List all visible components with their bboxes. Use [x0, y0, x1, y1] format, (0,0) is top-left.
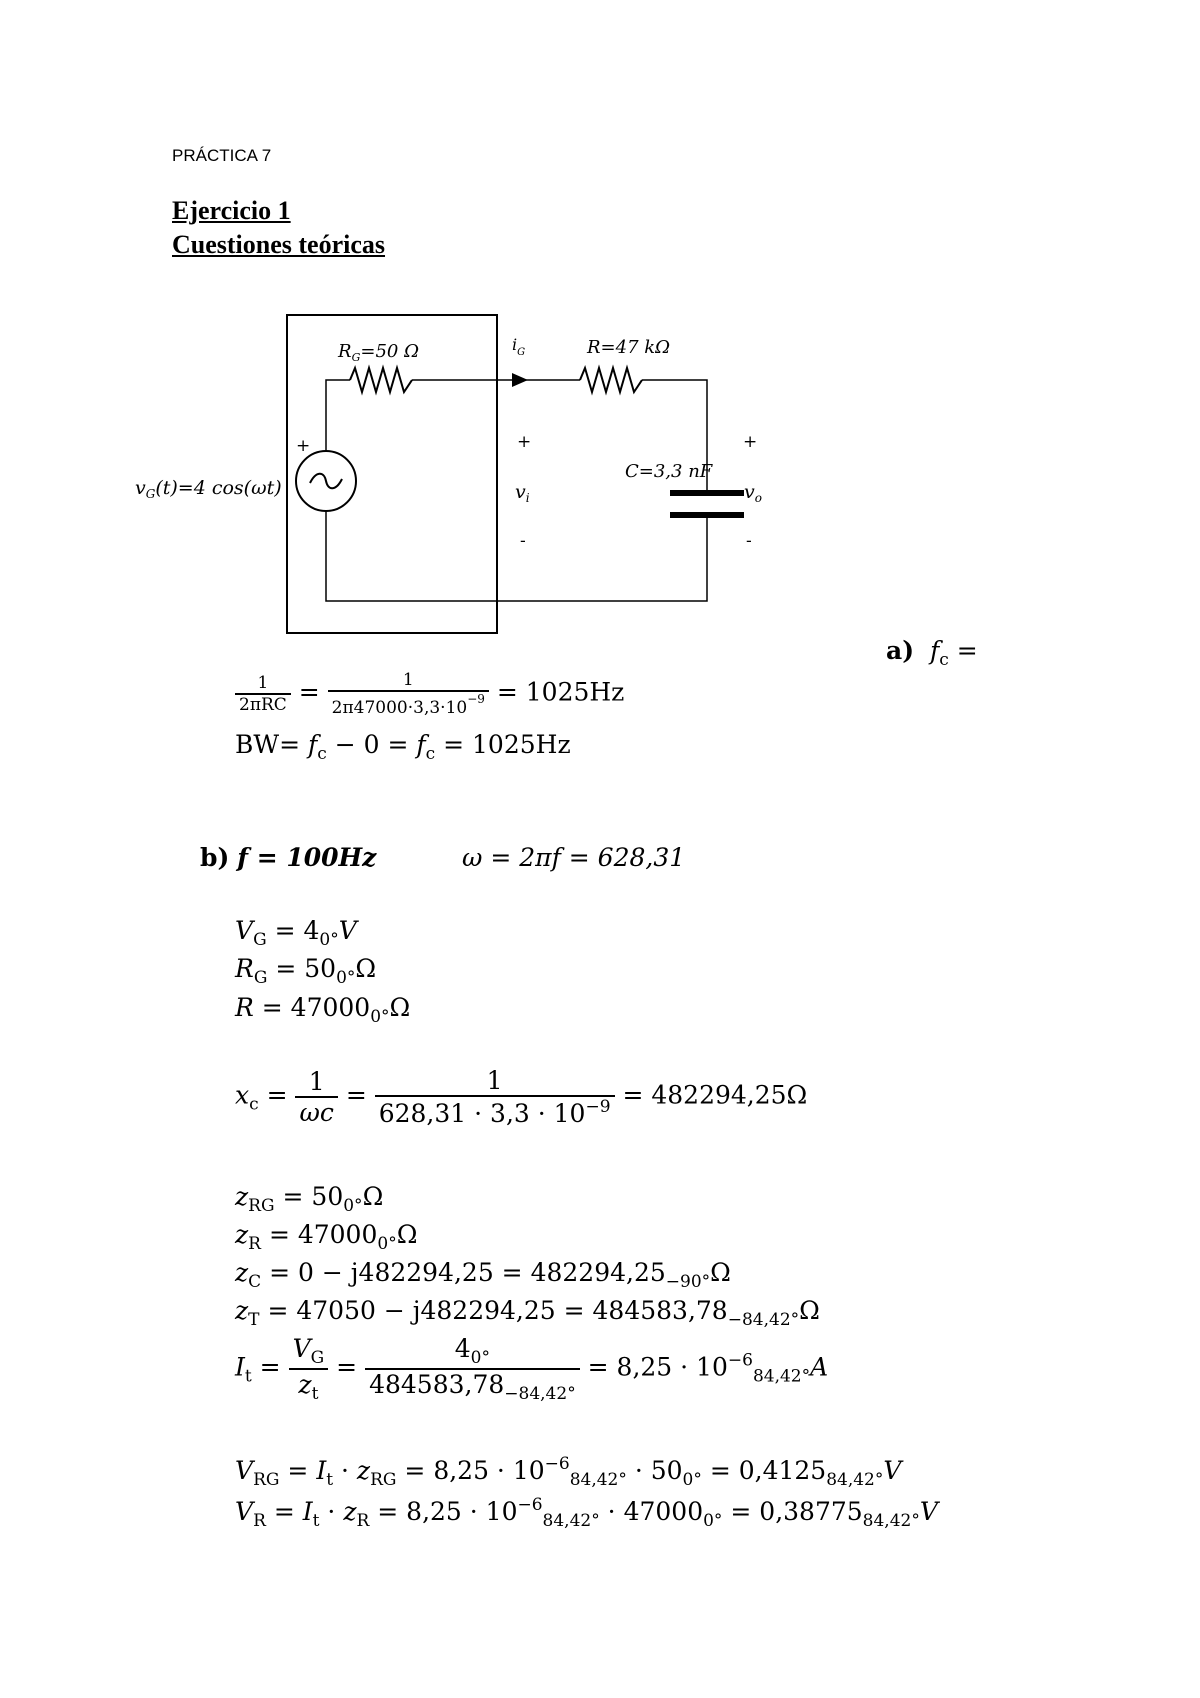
rg-label: $R_G=50$ Ω: [338, 341, 419, 364]
it-fraction-2: $\frac{4_{0^\circ}}{484583,78_{-84,42^\circ}}$: [365, 1334, 580, 1404]
document-header: PRÁCTICA 7: [172, 146, 272, 165]
source-plus: +: [296, 436, 311, 456]
xc-line: $x_c$ = $\frac{1}{\omega c}$ = $\frac{1}{628,31 \cdot 3,3 \cdot 10^{-9}}$ = 482294,25Ω: [235, 1066, 808, 1128]
part-b-header: [200, 843, 376, 872]
xc-fraction-1: $\frac{1}{\omega c}$: [295, 1067, 337, 1127]
vo-minus: -: [746, 531, 752, 551]
zrg-line: $z_{RG} = 50_{0^\circ}\Omega$: [235, 1182, 384, 1216]
bandwidth-line: $BW= f_c - 0 = f_c = 1025Hz$: [235, 730, 571, 764]
r-label: R=47 kΩ: [587, 337, 671, 358]
current-label: $i_G$: [512, 335, 526, 358]
wire-bottom: [326, 511, 707, 601]
part-a-line-2: $\frac{1}{\text{2πRC}}$ = $\frac{1}{2\pi 47000\cdot 3,3\cdot 10^{-9}}$ = 1025Hz: [235, 670, 624, 718]
fc-fraction-2: $\frac{1}{2\pi 47000\cdot 3,3\cdot 10^{-9}}$: [328, 670, 489, 718]
section-title: Cuestiones teóricas: [172, 230, 386, 259]
part-a-line-1: a) $f_c$ =: [886, 636, 978, 670]
circuit-diagram: [135, 305, 780, 645]
zt-line: $z_T = 47050 - j482294,25 = 484583,78_{-84,42^\circ}\Omega$: [235, 1296, 820, 1330]
r-line: $R = 47000_{0^\circ}\Omega$: [235, 993, 411, 1027]
fc-fraction-1: $\frac{1}{\text{2πRC}}$: [235, 673, 291, 715]
part-a-label: a): [886, 636, 915, 665]
vi-plus: +: [517, 432, 532, 452]
it-fraction-1: $\frac{V_G}{z_t}$: [289, 1334, 329, 1404]
r-resistor: [580, 368, 642, 392]
vi-label: $v_i$: [515, 481, 530, 505]
rg-resistor: [350, 368, 412, 392]
omega-line: ω = 2πf = 628,31: [462, 843, 686, 872]
c-label: C=3,3 nF: [625, 461, 713, 482]
vo-plus: +: [743, 432, 758, 452]
part-b-label: b): [200, 843, 230, 872]
current-arrow-icon: [512, 373, 528, 387]
exercise-title: Ejercicio 1: [172, 196, 291, 225]
source-label: $v_G(t)=4$ cos(ωt): [135, 477, 282, 501]
vi-minus: -: [520, 531, 526, 551]
xc-fraction-2: $\frac{1}{628,31 \cdot 3,3 \cdot 10^{-9}}$: [375, 1066, 615, 1128]
vrg-line: $V_{RG} = I_t \cdot z_{RG} = 8,25 \cdot 10^{-6}_{84,42^\circ} \cdot 50_{0^\circ} = 0,4125_{84,42^\circ}V$: [235, 1454, 902, 1490]
part-b-frequency: f = 100Hz: [237, 843, 377, 872]
it-line: $I_t$ = $\frac{V_G}{z_t}$ = $\frac{4_{0^\circ}}{484583,78_{-84,42^\circ}}$ = $8,25 \cdot 10^{-6}_{84,42^\circ}A$: [235, 1334, 829, 1404]
vg-line: $V_G = 4_{0^\circ}V$: [235, 916, 357, 950]
vo-label: $v_o$: [744, 481, 762, 505]
zr-line: $z_R = 47000_{0^\circ}\Omega$: [235, 1220, 418, 1254]
vr-line: $V_R = I_t \cdot z_R = 8,25 \cdot 10^{-6}_{84,42^\circ} \cdot 47000_{0^\circ} = 0,38775_{84,42^\circ}V$: [235, 1495, 938, 1531]
rg-line: $R_G = 50_{0^\circ}\Omega$: [235, 954, 377, 988]
zc-line: $z_C = 0 - j482294,25 = 482294,25_{-90^\circ}\Omega$: [235, 1258, 731, 1292]
wire-left-top: [326, 380, 350, 451]
fc-result: = 1025Hz: [496, 677, 625, 707]
